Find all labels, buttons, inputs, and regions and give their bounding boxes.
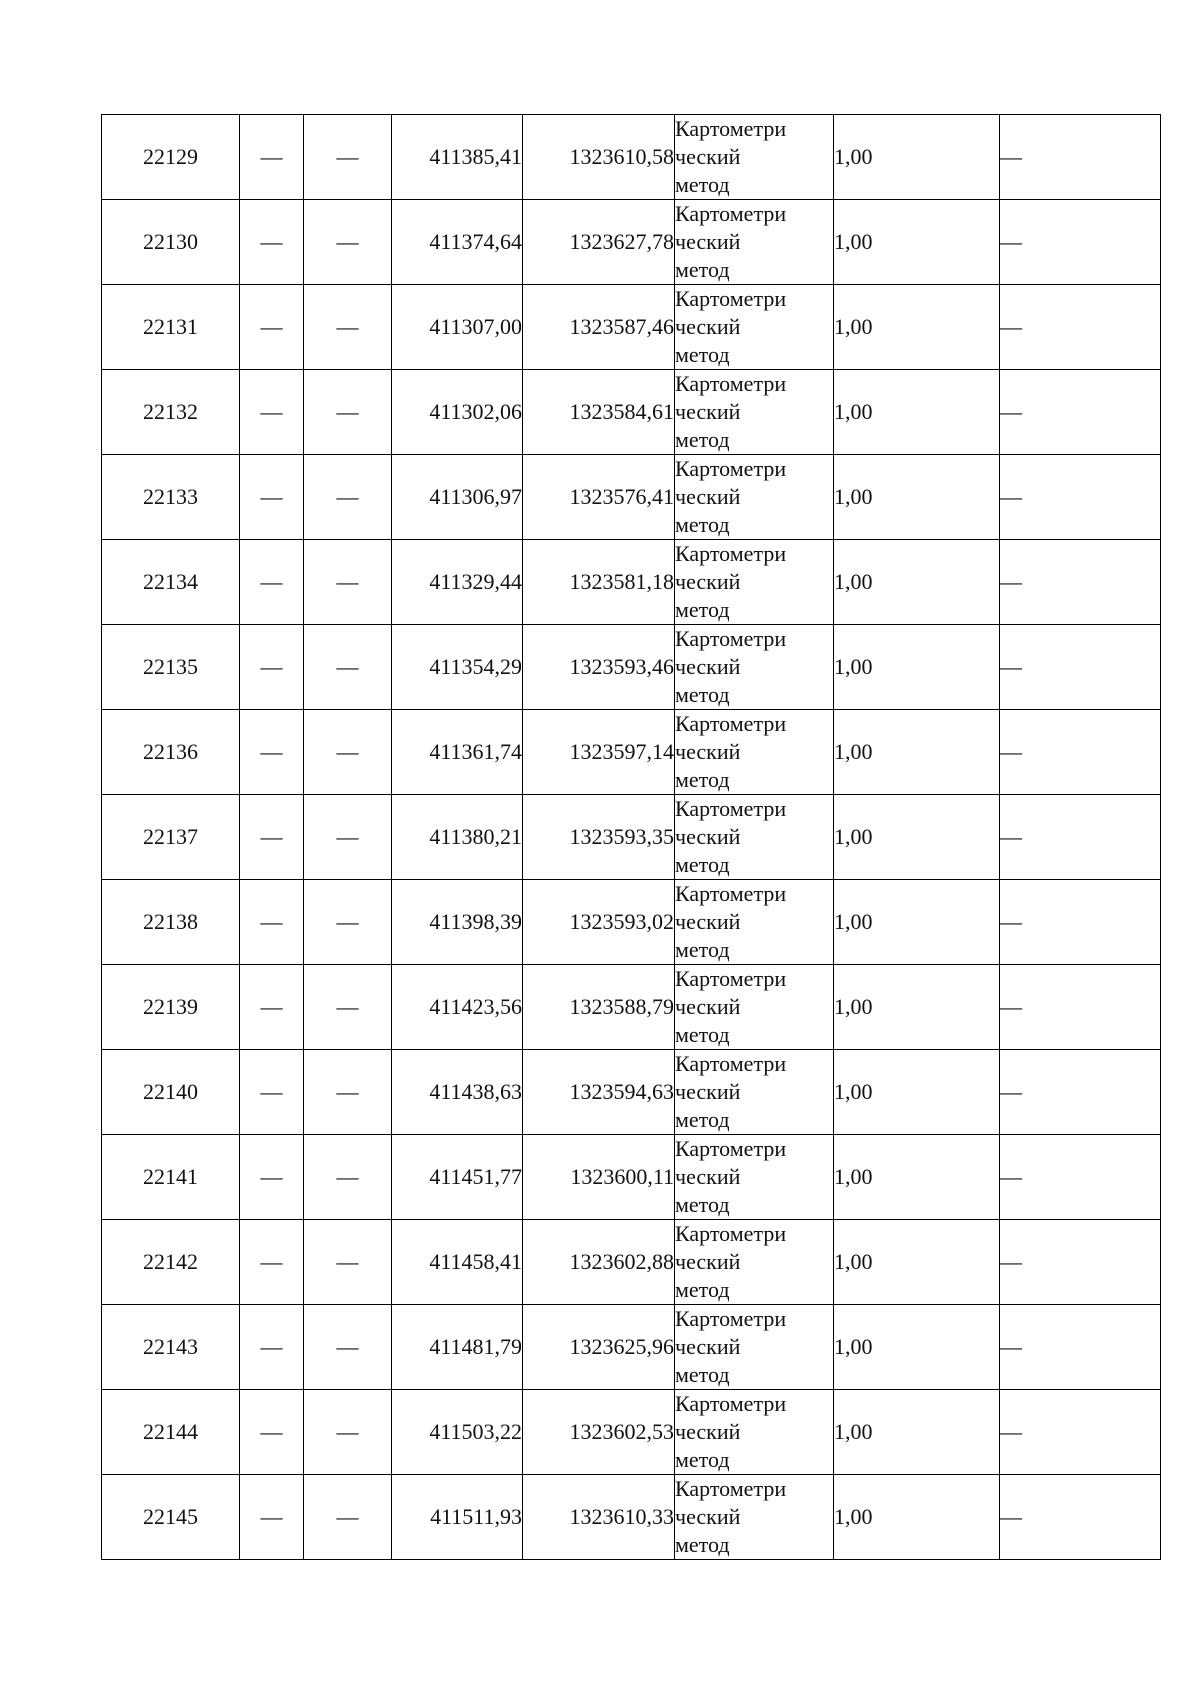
y-coordinate-cell	[523, 965, 675, 1050]
empty-value-cell	[304, 370, 392, 455]
y-coordinate-text: 1323584,61	[569, 399, 674, 424]
accuracy-text: 1,00	[834, 824, 873, 849]
note-text: —	[1000, 314, 1022, 339]
point-number-text: 22131	[143, 314, 198, 339]
accuracy-cell	[834, 1390, 1000, 1475]
method-text: Картометри ческий метод	[675, 796, 787, 877]
note-text: —	[1000, 1334, 1022, 1359]
x-coordinate-text: 411451,77	[429, 1164, 522, 1189]
y-coordinate-text: 1323588,79	[569, 994, 674, 1019]
table-row	[102, 115, 1161, 200]
table-row	[102, 1050, 1161, 1135]
point-number-cell	[102, 200, 240, 285]
table-row	[102, 370, 1161, 455]
x-coordinate-text: 411307,00	[429, 314, 522, 339]
method-cell	[675, 455, 834, 540]
empty-value-text: —	[336, 1079, 359, 1104]
method-cell	[675, 1220, 834, 1305]
y-coordinate-text: 1323610,33	[569, 1504, 674, 1529]
x-coordinate-cell	[392, 880, 523, 965]
note-text: —	[1000, 229, 1022, 254]
note-cell	[1000, 1220, 1161, 1305]
accuracy-cell	[834, 370, 1000, 455]
method-cell	[675, 965, 834, 1050]
accuracy-text: 1,00	[834, 654, 873, 679]
x-coordinate-cell	[392, 710, 523, 795]
note-text: —	[1000, 909, 1022, 934]
note-text: —	[1000, 824, 1022, 849]
note-cell	[1000, 200, 1161, 285]
table-row	[102, 1305, 1161, 1390]
accuracy-text: 1,00	[834, 314, 873, 339]
x-coordinate-text: 411398,39	[429, 909, 522, 934]
method-text: Картометри ческий метод	[675, 201, 787, 282]
y-coordinate-text: 1323587,46	[569, 314, 674, 339]
empty-value-text: —	[336, 994, 359, 1019]
accuracy-text: 1,00	[834, 1419, 873, 1444]
y-coordinate-cell	[523, 455, 675, 540]
note-text: —	[1000, 1249, 1022, 1274]
x-coordinate-text: 411481,79	[429, 1334, 522, 1359]
empty-value-cell	[240, 115, 304, 200]
accuracy-text: 1,00	[834, 994, 873, 1019]
empty-value-cell	[304, 540, 392, 625]
empty-value-text: —	[336, 399, 359, 424]
method-text: Картометри ческий метод	[675, 456, 787, 537]
empty-value-cell	[304, 1050, 392, 1135]
method-text: Картометри ческий метод	[675, 1306, 787, 1387]
y-coordinate-cell	[523, 795, 675, 880]
empty-value-cell	[304, 455, 392, 540]
point-number-cell	[102, 1050, 240, 1135]
empty-value-text: —	[336, 1164, 359, 1189]
point-number-text: 22140	[143, 1079, 198, 1104]
method-cell	[675, 1390, 834, 1475]
y-coordinate-text: 1323593,02	[569, 909, 674, 934]
x-coordinate-text: 411385,41	[429, 144, 522, 169]
empty-value-cell	[240, 1390, 304, 1475]
accuracy-cell	[834, 795, 1000, 880]
empty-value-text: —	[260, 484, 283, 509]
empty-value-cell	[304, 1135, 392, 1220]
y-coordinate-text: 1323610,58	[569, 144, 674, 169]
point-number-cell	[102, 625, 240, 710]
point-number-cell	[102, 285, 240, 370]
accuracy-cell	[834, 1475, 1000, 1560]
empty-value-text: —	[260, 229, 283, 254]
note-cell	[1000, 540, 1161, 625]
empty-value-text: —	[336, 314, 359, 339]
x-coordinate-text: 411423,56	[429, 994, 522, 1019]
accuracy-text: 1,00	[834, 1334, 873, 1359]
empty-value-text: —	[260, 994, 283, 1019]
point-number-cell	[102, 795, 240, 880]
empty-value-text: —	[336, 484, 359, 509]
x-coordinate-cell	[392, 1050, 523, 1135]
coordinates-table	[101, 114, 1161, 1560]
table-row	[102, 795, 1161, 880]
note-cell	[1000, 1135, 1161, 1220]
point-number-cell	[102, 880, 240, 965]
point-number-text: 22145	[143, 1504, 198, 1529]
y-coordinate-cell	[523, 115, 675, 200]
empty-value-text: —	[260, 1504, 283, 1529]
point-number-text: 22138	[143, 909, 198, 934]
method-text: Картометри ческий метод	[675, 371, 787, 452]
x-coordinate-text: 411438,63	[429, 1079, 522, 1104]
accuracy-text: 1,00	[834, 484, 873, 509]
y-coordinate-cell	[523, 370, 675, 455]
empty-value-cell	[240, 965, 304, 1050]
empty-value-text: —	[260, 654, 283, 679]
empty-value-cell	[240, 1220, 304, 1305]
note-cell	[1000, 625, 1161, 710]
y-coordinate-cell	[523, 1050, 675, 1135]
method-text: Картометри ческий метод	[675, 286, 787, 367]
empty-value-text: —	[260, 399, 283, 424]
empty-value-text: —	[260, 1419, 283, 1444]
method-cell	[675, 1305, 834, 1390]
accuracy-cell	[834, 115, 1000, 200]
method-text: Картометри ческий метод	[675, 116, 787, 197]
empty-value-cell	[304, 1475, 392, 1560]
x-coordinate-text: 411380,21	[429, 824, 522, 849]
accuracy-text: 1,00	[834, 144, 873, 169]
point-number-text: 22143	[143, 1334, 198, 1359]
accuracy-text: 1,00	[834, 909, 873, 934]
note-cell	[1000, 880, 1161, 965]
method-cell	[675, 370, 834, 455]
point-number-text: 22132	[143, 399, 198, 424]
method-cell	[675, 1135, 834, 1220]
empty-value-text: —	[336, 1334, 359, 1359]
accuracy-text: 1,00	[834, 1249, 873, 1274]
empty-value-cell	[304, 710, 392, 795]
empty-value-text: —	[260, 1164, 283, 1189]
table-row	[102, 965, 1161, 1050]
x-coordinate-cell	[392, 1475, 523, 1560]
method-cell	[675, 115, 834, 200]
accuracy-text: 1,00	[834, 1504, 873, 1529]
empty-value-cell	[304, 200, 392, 285]
x-coordinate-cell	[392, 795, 523, 880]
empty-value-cell	[304, 1220, 392, 1305]
accuracy-cell	[834, 1220, 1000, 1305]
empty-value-text: —	[260, 739, 283, 764]
accuracy-cell	[834, 200, 1000, 285]
empty-value-cell	[304, 285, 392, 370]
table-row	[102, 1475, 1161, 1560]
note-text: —	[1000, 399, 1022, 424]
empty-value-text: —	[336, 824, 359, 849]
method-text: Картометри ческий метод	[675, 626, 787, 707]
empty-value-text: —	[336, 229, 359, 254]
note-text: —	[1000, 1164, 1022, 1189]
empty-value-cell	[304, 965, 392, 1050]
note-cell	[1000, 1390, 1161, 1475]
empty-value-text: —	[336, 1504, 359, 1529]
point-number-cell	[102, 965, 240, 1050]
note-cell	[1000, 965, 1161, 1050]
note-text: —	[1000, 994, 1022, 1019]
empty-value-text: —	[260, 909, 283, 934]
empty-value-cell	[240, 795, 304, 880]
note-text: —	[1000, 739, 1022, 764]
y-coordinate-text: 1323627,78	[569, 229, 674, 254]
y-coordinate-text: 1323593,35	[569, 824, 674, 849]
x-coordinate-cell	[392, 1390, 523, 1475]
x-coordinate-cell	[392, 115, 523, 200]
point-number-text: 22144	[143, 1419, 198, 1444]
table-row	[102, 1220, 1161, 1305]
table-row	[102, 625, 1161, 710]
x-coordinate-text: 411458,41	[429, 1249, 522, 1274]
x-coordinate-cell	[392, 455, 523, 540]
empty-value-cell	[240, 1050, 304, 1135]
y-coordinate-cell	[523, 1390, 675, 1475]
empty-value-text: —	[260, 314, 283, 339]
method-text: Картометри ческий метод	[675, 1051, 787, 1132]
x-coordinate-text: 411329,44	[429, 569, 522, 594]
point-number-cell	[102, 1135, 240, 1220]
y-coordinate-text: 1323581,18	[569, 569, 674, 594]
point-number-cell	[102, 115, 240, 200]
method-cell	[675, 540, 834, 625]
x-coordinate-cell	[392, 1220, 523, 1305]
x-coordinate-text: 411374,64	[429, 229, 522, 254]
y-coordinate-cell	[523, 625, 675, 710]
empty-value-cell	[240, 710, 304, 795]
empty-value-cell	[240, 625, 304, 710]
method-text: Картометри ческий метод	[675, 881, 787, 962]
note-cell	[1000, 1475, 1161, 1560]
method-text: Картометри ческий метод	[675, 1476, 787, 1557]
method-text: Картометри ческий метод	[675, 1136, 787, 1217]
point-number-text: 22137	[143, 824, 198, 849]
y-coordinate-text: 1323625,96	[569, 1334, 674, 1359]
y-coordinate-cell	[523, 710, 675, 795]
accuracy-text: 1,00	[834, 399, 873, 424]
x-coordinate-text: 411306,97	[429, 484, 522, 509]
accuracy-cell	[834, 880, 1000, 965]
table-row	[102, 1135, 1161, 1220]
y-coordinate-cell	[523, 1220, 675, 1305]
point-number-text: 22142	[143, 1249, 198, 1274]
table-row	[102, 285, 1161, 370]
accuracy-cell	[834, 1305, 1000, 1390]
point-number-cell	[102, 455, 240, 540]
empty-value-text: —	[336, 1419, 359, 1444]
point-number-cell	[102, 370, 240, 455]
empty-value-cell	[240, 540, 304, 625]
note-cell	[1000, 115, 1161, 200]
note-cell	[1000, 1050, 1161, 1135]
note-text: —	[1000, 1079, 1022, 1104]
empty-value-cell	[240, 880, 304, 965]
empty-value-cell	[240, 1305, 304, 1390]
method-cell	[675, 1475, 834, 1560]
point-number-text: 22130	[143, 229, 198, 254]
note-cell	[1000, 455, 1161, 540]
accuracy-cell	[834, 625, 1000, 710]
y-coordinate-cell	[523, 1135, 675, 1220]
x-coordinate-text: 411354,29	[429, 654, 522, 679]
x-coordinate-text: 411511,93	[430, 1504, 522, 1529]
y-coordinate-text: 1323576,41	[569, 484, 674, 509]
method-cell	[675, 795, 834, 880]
method-text: Картометри ческий метод	[675, 541, 787, 622]
method-text: Картометри ческий метод	[675, 1221, 787, 1302]
x-coordinate-text: 411503,22	[429, 1419, 522, 1444]
accuracy-text: 1,00	[834, 1164, 873, 1189]
x-coordinate-cell	[392, 200, 523, 285]
empty-value-text: —	[336, 654, 359, 679]
accuracy-cell	[834, 455, 1000, 540]
accuracy-cell	[834, 1135, 1000, 1220]
note-cell	[1000, 710, 1161, 795]
y-coordinate-cell	[523, 1305, 675, 1390]
table-row	[102, 540, 1161, 625]
empty-value-cell	[304, 625, 392, 710]
empty-value-cell	[240, 1475, 304, 1560]
method-text: Картометри ческий метод	[675, 1391, 787, 1472]
y-coordinate-cell	[523, 285, 675, 370]
x-coordinate-cell	[392, 540, 523, 625]
y-coordinate-text: 1323594,63	[569, 1079, 674, 1104]
table-row	[102, 1390, 1161, 1475]
x-coordinate-cell	[392, 370, 523, 455]
method-text: Картометри ческий метод	[675, 966, 787, 1047]
method-cell	[675, 880, 834, 965]
note-text: —	[1000, 1504, 1022, 1529]
point-number-text: 22141	[143, 1164, 198, 1189]
empty-value-text: —	[260, 1249, 283, 1274]
empty-value-cell	[240, 1135, 304, 1220]
point-number-cell	[102, 710, 240, 795]
accuracy-text: 1,00	[834, 739, 873, 764]
note-cell	[1000, 795, 1161, 880]
empty-value-text: —	[336, 569, 359, 594]
x-coordinate-cell	[392, 625, 523, 710]
note-text: —	[1000, 144, 1022, 169]
point-number-text: 22139	[143, 994, 198, 1019]
method-cell	[675, 710, 834, 795]
note-text: —	[1000, 484, 1022, 509]
table-row	[102, 880, 1161, 965]
empty-value-cell	[240, 200, 304, 285]
y-coordinate-cell	[523, 880, 675, 965]
method-cell	[675, 285, 834, 370]
y-coordinate-text: 1323597,14	[569, 739, 674, 764]
x-coordinate-text: 411361,74	[429, 739, 522, 764]
table-row	[102, 710, 1161, 795]
point-number-text: 22133	[143, 484, 198, 509]
y-coordinate-text: 1323600,11	[570, 1164, 674, 1189]
empty-value-cell	[304, 115, 392, 200]
empty-value-text: —	[260, 1334, 283, 1359]
y-coordinate-text: 1323602,88	[569, 1249, 674, 1274]
empty-value-text: —	[336, 144, 359, 169]
table-body	[102, 115, 1161, 1560]
table-row	[102, 200, 1161, 285]
point-number-text: 22136	[143, 739, 198, 764]
method-cell	[675, 625, 834, 710]
empty-value-text: —	[260, 569, 283, 594]
empty-value-text: —	[260, 144, 283, 169]
accuracy-cell	[834, 710, 1000, 795]
empty-value-cell	[240, 285, 304, 370]
y-coordinate-cell	[523, 200, 675, 285]
x-coordinate-cell	[392, 1305, 523, 1390]
point-number-cell	[102, 540, 240, 625]
note-text: —	[1000, 569, 1022, 594]
point-number-cell	[102, 1305, 240, 1390]
y-coordinate-cell	[523, 1475, 675, 1560]
y-coordinate-text: 1323602,53	[569, 1419, 674, 1444]
point-number-cell	[102, 1475, 240, 1560]
empty-value-text: —	[260, 824, 283, 849]
accuracy-cell	[834, 540, 1000, 625]
empty-value-cell	[304, 795, 392, 880]
empty-value-cell	[240, 455, 304, 540]
note-cell	[1000, 1305, 1161, 1390]
empty-value-cell	[304, 1390, 392, 1475]
note-cell	[1000, 370, 1161, 455]
point-number-cell	[102, 1390, 240, 1475]
method-text: Картометри ческий метод	[675, 711, 787, 792]
note-cell	[1000, 285, 1161, 370]
empty-value-cell	[304, 880, 392, 965]
empty-value-text: —	[336, 909, 359, 934]
accuracy-text: 1,00	[834, 229, 873, 254]
note-text: —	[1000, 1419, 1022, 1444]
method-cell	[675, 1050, 834, 1135]
note-text: —	[1000, 654, 1022, 679]
empty-value-text: —	[260, 1079, 283, 1104]
y-coordinate-cell	[523, 540, 675, 625]
method-cell	[675, 200, 834, 285]
empty-value-cell	[304, 1305, 392, 1390]
empty-value-text: —	[336, 1249, 359, 1274]
accuracy-text: 1,00	[834, 569, 873, 594]
x-coordinate-cell	[392, 1135, 523, 1220]
accuracy-cell	[834, 965, 1000, 1050]
accuracy-cell	[834, 1050, 1000, 1135]
point-number-text: 22135	[143, 654, 198, 679]
accuracy-cell	[834, 285, 1000, 370]
point-number-cell	[102, 1220, 240, 1305]
point-number-text: 22129	[143, 144, 198, 169]
empty-value-text: —	[336, 739, 359, 764]
x-coordinate-cell	[392, 965, 523, 1050]
accuracy-text: 1,00	[834, 1079, 873, 1104]
empty-value-cell	[240, 370, 304, 455]
y-coordinate-text: 1323593,46	[569, 654, 674, 679]
x-coordinate-text: 411302,06	[429, 399, 522, 424]
x-coordinate-cell	[392, 285, 523, 370]
point-number-text: 22134	[143, 569, 198, 594]
table-row	[102, 455, 1161, 540]
